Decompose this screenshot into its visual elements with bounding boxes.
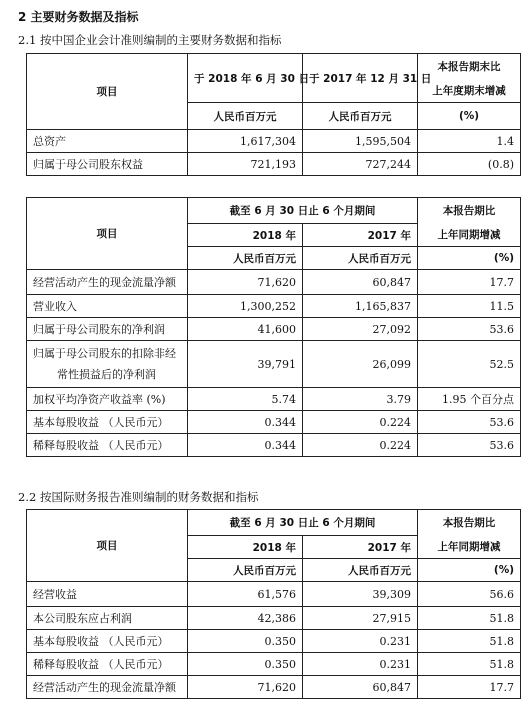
table-header-year1: 2018 年 (188, 536, 303, 559)
row-label: 稀释每股收益 （人民币元） (27, 653, 188, 676)
table-header-unit: (%) (418, 559, 521, 582)
row-label-line2: 常性损益后的净利润 (57, 368, 156, 381)
row-value: 1,617,304 (188, 130, 303, 153)
row-change: 53.6 (418, 434, 521, 457)
row-change: 17.7 (418, 270, 521, 295)
table-header-change (418, 198, 521, 247)
table-row (27, 434, 521, 457)
row-value: 71,620 (188, 676, 303, 699)
table-header-change-line2: 上年同期增减 (437, 541, 501, 553)
section-title: 2 主要财务数据及指标 (18, 10, 139, 24)
table-row (27, 653, 521, 676)
table-header-period: 截至 6 月 30 日止 6 个月期间 (188, 510, 418, 536)
table-header-date2: 于 2017 年 12 月 31 日 (303, 54, 418, 103)
table-row (27, 676, 521, 699)
table-header-unit: 人民币百万元 (303, 247, 418, 270)
table-cas-income (26, 197, 521, 457)
row-value: 0.344 (188, 434, 303, 457)
table-row (27, 582, 521, 607)
row-value: 39,791 (188, 341, 303, 388)
row-value: 27,092 (303, 318, 418, 341)
table-ifrs (26, 509, 521, 699)
row-label: 基本每股收益 （人民币元） (27, 411, 188, 434)
table-row (27, 388, 521, 411)
row-change: 1.95 个百分点 (418, 388, 521, 411)
table-row (27, 153, 521, 176)
row-label (27, 341, 188, 388)
table-header-item: 项目 (27, 198, 188, 270)
subsection-title-2-2: 2.2 按国际财务报告准则编制的财务数据和指标 (18, 490, 259, 504)
row-change: 51.8 (418, 653, 521, 676)
row-change: 51.8 (418, 607, 521, 630)
row-value: 71,620 (188, 270, 303, 295)
row-label: 归属于母公司股东的净利润 (27, 318, 188, 341)
table-header-unit: 人民币百万元 (303, 103, 418, 130)
table-header-item: 项目 (27, 54, 188, 130)
row-change: 17.7 (418, 676, 521, 699)
table-header-change-line1: 本报告期比 (442, 205, 496, 217)
row-value: 0.231 (303, 653, 418, 676)
row-value: 5.74 (188, 388, 303, 411)
row-value: 721,193 (188, 153, 303, 176)
table-header-change-line2: 上年度期末增减 (432, 85, 506, 97)
table-header-year2: 2017 年 (303, 536, 418, 559)
row-change: 1.4 (418, 130, 521, 153)
row-value: 727,244 (303, 153, 418, 176)
row-label: 加权平均净资产收益率 (%) (27, 388, 188, 411)
row-label-line1: 归属于母公司股东的扣除非经 (33, 347, 176, 360)
row-value: 1,595,504 (303, 130, 418, 153)
table-header-change-line1: 本报告期比 (442, 517, 496, 529)
table-header-unit: (%) (418, 103, 521, 130)
row-value: 0.224 (303, 434, 418, 457)
row-value: 60,847 (303, 270, 418, 295)
row-value: 60,847 (303, 676, 418, 699)
row-label: 营业收入 (27, 295, 188, 318)
table-cas-balance (26, 53, 521, 176)
table-row (27, 130, 521, 153)
table-header-unit: 人民币百万元 (188, 559, 303, 582)
row-value: 39,309 (303, 582, 418, 607)
table-row (27, 607, 521, 630)
row-label: 基本每股收益 （人民币元） (27, 630, 188, 653)
table-row (27, 270, 521, 295)
table-header-change-line1: 本报告期末比 (437, 61, 501, 73)
row-value: 0.224 (303, 411, 418, 434)
table-row (27, 630, 521, 653)
row-label: 归属于母公司股东权益 (27, 153, 188, 176)
row-value: 0.231 (303, 630, 418, 653)
table-header-change (418, 54, 521, 103)
row-value: 61,576 (188, 582, 303, 607)
table-row (27, 411, 521, 434)
table-header-change (418, 510, 521, 559)
row-value: 3.79 (303, 388, 418, 411)
table-header-change-line2: 上年同期增减 (437, 229, 501, 241)
table-header-unit: (%) (418, 247, 521, 270)
table-header-year2: 2017 年 (303, 224, 418, 247)
row-change: (0.8) (418, 153, 521, 176)
row-label: 经营收益 (27, 582, 188, 607)
row-change: 11.5 (418, 295, 521, 318)
table-row (27, 318, 521, 341)
row-label: 经营活动产生的现金流量净额 (27, 270, 188, 295)
row-value: 0.350 (188, 630, 303, 653)
row-label: 稀释每股收益 （人民币元） (27, 434, 188, 457)
table-header-unit: 人民币百万元 (188, 103, 303, 130)
row-value: 0.350 (188, 653, 303, 676)
table-header-date1: 于 2018 年 6 月 30 日 (188, 54, 303, 103)
row-label: 经营活动产生的现金流量净额 (27, 676, 188, 699)
row-change: 56.6 (418, 582, 521, 607)
row-value: 41,600 (188, 318, 303, 341)
table-row (27, 341, 521, 388)
row-label: 总资产 (27, 130, 188, 153)
row-value: 26,099 (303, 341, 418, 388)
row-label: 本公司股东应占利润 (27, 607, 188, 630)
table-header-period: 截至 6 月 30 日止 6 个月期间 (188, 198, 418, 224)
row-change: 52.5 (418, 341, 521, 388)
subsection-title-2-1: 2.1 按中国企业会计准则编制的主要财务数据和指标 (18, 33, 282, 47)
row-change: 53.6 (418, 318, 521, 341)
row-value: 42,386 (188, 607, 303, 630)
table-header-unit: 人民币百万元 (303, 559, 418, 582)
table-header-unit: 人民币百万元 (188, 247, 303, 270)
row-value: 27,915 (303, 607, 418, 630)
table-header-year1: 2018 年 (188, 224, 303, 247)
table-header-item: 项目 (27, 510, 188, 582)
row-value: 1,165,837 (303, 295, 418, 318)
row-value: 0.344 (188, 411, 303, 434)
table-row (27, 295, 521, 318)
row-value: 1,300,252 (188, 295, 303, 318)
row-change: 51.8 (418, 630, 521, 653)
row-change: 53.6 (418, 411, 521, 434)
